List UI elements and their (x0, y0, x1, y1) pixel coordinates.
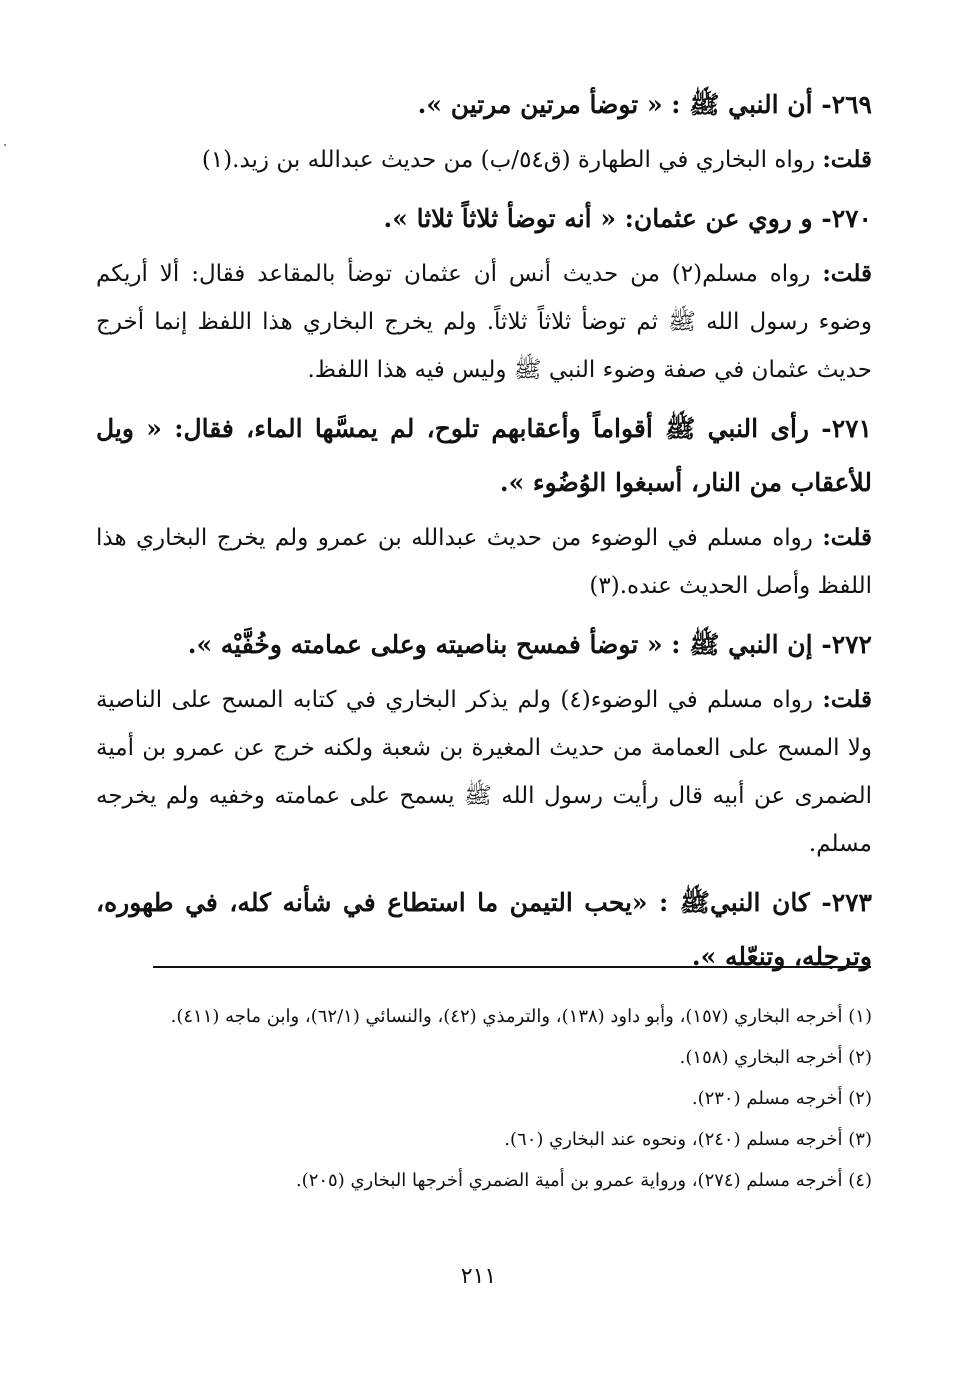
commentary-text: رواه مسلم(٢) من حديث أنس أن عثمان توضأ بالمقاعد فقال: ألا أريكم وضوء رسول الله ﷺ ثم توضأ ثلاثاً ثلاثاً. ولم يخرج البخاري هذا اللفظ إنما أخرج حديث عثمان في صفة وضوء النبي ﷺ وليس فيه هذا اللفظ. (96, 261, 872, 383)
commentary-label: قلت: (822, 260, 872, 287)
page-number: ٢١١ (460, 1264, 497, 1289)
footnote-separator (153, 966, 871, 968)
commentary-text: رواه مسلم في الوضوء(٤) ولم يذكر البخاري في كتابه المسح على الناصية ولا المسح على العمامة من حديث المغيرة بن شعبة ولكنه خرج عن عمرو بن أمية الضمرى عن أبيه قال رأيت رسول الله ﷺ يسمح على عمامته وخفيه ولم يخرجه مسلم. (96, 687, 872, 857)
hadith-273: ٢٧٣- كان النبيﷺ : «يحب التيمن ما استطاع في شأنه كله، في طهوره، وترجله، وتنعّله ». (96, 888, 872, 971)
scan-speck (4, 144, 6, 146)
hadith-272: ٢٧٢- إن النبي ﷺ : « توضأ فمسح بناصيته وعلى عمامته وخُفَّيْه ». (187, 630, 872, 659)
footnote-2: (٢) أخرجه البخاري (١٥٨). (679, 1047, 872, 1068)
footnote-2b: (٢) أخرجه مسلم (٢٣٠). (691, 1088, 872, 1109)
hadith-271: ٢٧١- رأى النبي ﷺ أقواماً وأعقابهم تلوح، لم يمسَّها الماء، فقال: « ويل للأعقاب من النار، أسبغوا الوُضُوء ». (96, 414, 872, 497)
commentary-text: رواه البخاري في الطهارة (ق٥٤/ب) من حديث عبدالله بن زيد.(١) (201, 147, 815, 173)
commentary-label: قلت: (822, 686, 873, 713)
footnote-3: (٣) أخرجه مسلم (٢٤٠)، ونحوه عند البخاري (٦٠). (504, 1129, 872, 1150)
commentary-269 (96, 136, 872, 184)
footnote-4: (٤) أخرجه مسلم (٢٧٤)، ورواية عمرو بن أمية الضمري أخرجها البخاري (٢٠٥). (295, 1170, 872, 1191)
commentary-271 (96, 514, 872, 610)
commentary-272 (96, 676, 872, 868)
hadith-269: ٢٦٩- أن النبي ﷺ : « توضأ مرتين مرتين ». (417, 90, 872, 119)
hadith-270: ٢٧٠- و روي عن عثمان: « أنه توضأ ثلاثاً ثلاثا ». (383, 204, 872, 233)
commentary-270 (96, 250, 872, 394)
footnote-1: (١) أخرجه البخاري (١٥٧)، وأبو داود (١٣٨)، والترمذي (٤٢)، والنسائي (٦٢/١)، وابن ماجه (٤١١). (170, 1006, 872, 1027)
commentary-text: رواه مسلم في الوضوء من حديث عبدالله بن عمرو ولم يخرج البخاري هذا اللفظ وأصل الحديث عنده.(٣) (96, 525, 872, 599)
commentary-label: قلت: (822, 146, 872, 173)
commentary-label: قلت: (822, 524, 872, 551)
footnotes (96, 996, 872, 1201)
main-text (96, 78, 872, 988)
